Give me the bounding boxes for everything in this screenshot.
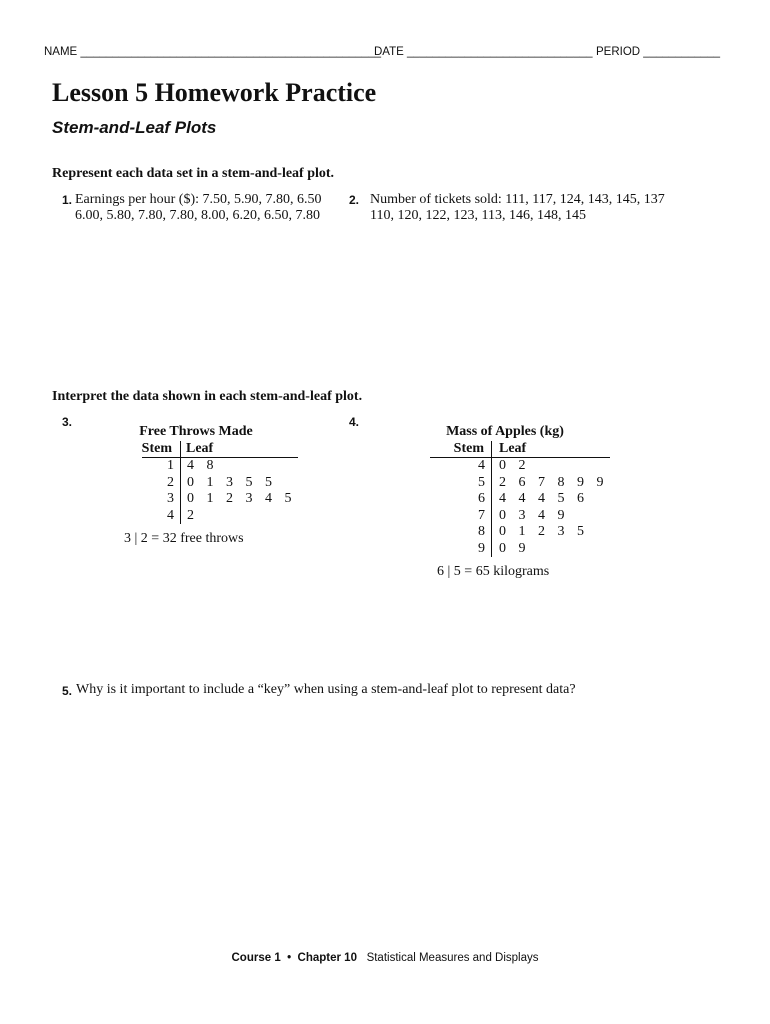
q4-leaf-8: 0 1 2 3 5 (499, 524, 589, 539)
q4-leaf-9: 0 9 (499, 540, 530, 556)
q4-stem-divider (491, 441, 492, 557)
q3-leaf-3: 0 1 2 3 4 5 (187, 491, 296, 506)
q3-leaf-4: 2 (187, 507, 199, 523)
section2-instruction: Interpret the data shown in each stem-and-leaf plot. (52, 389, 363, 404)
q2-line2: 110, 120, 122, 123, 113, 146, 148, 145 (370, 208, 586, 223)
q3-stem-header: Stem (141, 441, 172, 456)
q4-stem-header: Stem (453, 441, 484, 456)
q3-stem-column (130, 458, 174, 524)
q3-leaf-2: 0 1 3 5 5 (187, 474, 277, 490)
q1-text (75, 192, 322, 224)
q4-leaf-4: 0 2 (499, 458, 530, 473)
q1-line1: Earnings per hour ($): 7.50, 5.90, 7.80, 6.50 (75, 192, 322, 207)
q2-line1: Number of tickets sold: 111, 117, 124, 143, 145, 137 (370, 192, 665, 207)
page-subtitle: Stem-and-Leaf Plots (52, 118, 217, 137)
q3-key: 3 | 2 = 32 free throws (124, 531, 244, 546)
q5-number: 5. (62, 684, 73, 698)
q3-stem-3: 3 (167, 491, 174, 506)
q4-stem-7: 7 (478, 507, 485, 523)
name-label: NAME (44, 46, 78, 58)
q3-stem-4: 4 (167, 507, 174, 523)
footer-course: Course 1 (231, 952, 281, 964)
page-footer (0, 952, 770, 964)
q4-leaf-5: 2 6 7 8 9 9 (499, 474, 608, 490)
q4-stem-9: 9 (478, 540, 485, 556)
q4-stem-4: 4 (478, 458, 485, 473)
q4-stem-5: 5 (478, 474, 485, 490)
name-field[interactable] (44, 46, 381, 58)
q4-leaf-6: 4 4 4 5 6 (499, 491, 589, 506)
q3-plot-title: Free Throws Made (139, 424, 253, 439)
q4-stem-6: 6 (478, 491, 485, 506)
q1-number: 1. (62, 193, 73, 207)
date-label: DATE (374, 46, 404, 58)
q2-text (370, 192, 665, 224)
name-blank[interactable]: _______________________________________________ (80, 46, 382, 58)
q4-stem-8: 8 (478, 524, 485, 539)
q3-leaf-header: Leaf (186, 441, 214, 456)
footer-chapter: Chapter 10 (297, 952, 357, 964)
footer-bullet: • (287, 952, 292, 964)
period-blank[interactable]: ____________ (643, 46, 721, 58)
page-title: Lesson 5 Homework Practice (52, 78, 377, 107)
period-field[interactable] (596, 46, 720, 58)
q2-number: 2. (349, 193, 360, 207)
q4-number: 4. (349, 415, 360, 429)
date-blank[interactable]: _____________________________ (407, 46, 593, 58)
q4-leaf-7: 0 3 4 9 (499, 507, 569, 523)
date-field[interactable] (374, 46, 593, 58)
q5-text: Why is it important to include a “key” when using a stem-and-leaf plot to represent data? (76, 682, 576, 697)
q4-stem-column (440, 458, 485, 557)
q3-leaf-1: 4 8 (187, 458, 218, 473)
q3-stem-divider (180, 441, 181, 524)
q1-line2: 6.00, 5.80, 7.80, 7.80, 8.00, 6.20, 6.50, 7.80 (75, 208, 320, 223)
q4-plot-title: Mass of Apples (kg) (446, 424, 564, 439)
q3-number: 3. (62, 415, 73, 429)
q3-leaf-column (187, 458, 296, 524)
q3-stem-1: 1 (167, 458, 174, 473)
q4-leaf-header: Leaf (499, 441, 527, 456)
q3-stem-2: 2 (167, 474, 174, 490)
q4-leaf-column (499, 458, 608, 557)
q4-key: 6 | 5 = 65 kilograms (437, 564, 550, 579)
section1-instruction: Represent each data set in a stem-and-leaf plot. (52, 166, 335, 181)
period-label: PERIOD (596, 46, 641, 58)
footer-section: Statistical Measures and Displays (366, 952, 539, 964)
